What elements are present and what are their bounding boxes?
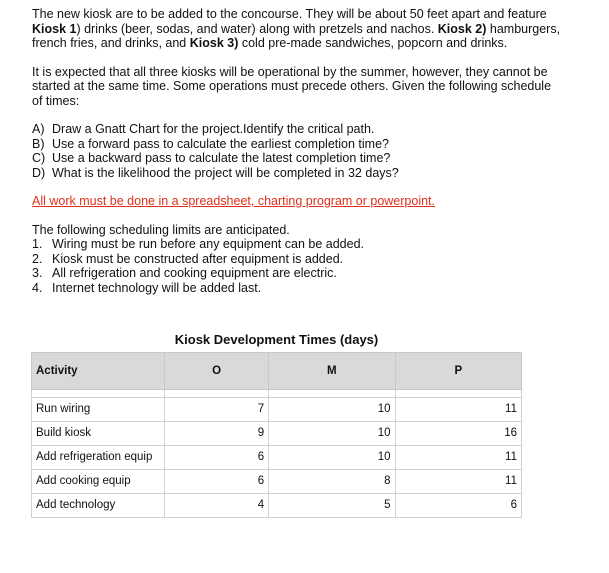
table-spacer xyxy=(32,390,522,398)
question-text: Draw a Gnatt Chart for the project.Identify the critical path. xyxy=(52,122,375,136)
cell-o: 6 xyxy=(165,470,269,494)
kiosk3-text: cold pre-made sandwiches, popcorn and drinks. xyxy=(238,36,508,50)
table-title xyxy=(0,333,609,348)
limit-number: 3. xyxy=(32,266,43,280)
limits-heading: The following scheduling limits are anticipated. xyxy=(32,222,290,237)
limits-list xyxy=(32,237,592,295)
cell-o: 4 xyxy=(165,494,269,518)
limit-item xyxy=(32,252,592,267)
header-most-likely: M xyxy=(269,353,395,390)
table-row xyxy=(32,470,522,494)
header-optimistic: O xyxy=(165,353,269,390)
cell-m: 10 xyxy=(269,446,395,470)
kiosk3-label: Kiosk 3) xyxy=(189,36,239,50)
question-text: Use a forward pass to calculate the earliest completion time? xyxy=(52,136,389,151)
cell-o: 7 xyxy=(165,398,269,422)
limit-item xyxy=(32,281,592,296)
cell-o: 9 xyxy=(165,422,269,446)
cell-activity: Add cooking equip xyxy=(32,470,165,494)
cell-m: 10 xyxy=(269,398,395,422)
question-item xyxy=(32,137,592,152)
cell-p: 11 xyxy=(395,470,521,494)
intro-paragraph xyxy=(32,7,592,51)
question-letter: B) xyxy=(32,136,45,151)
cell-m: 10 xyxy=(269,422,395,446)
schedule-line3: of times: xyxy=(32,93,80,108)
header-pessimistic: P xyxy=(395,353,521,390)
question-text: What is the likelihood the project will be completed in 32 days? xyxy=(52,165,399,180)
schedule-line2: started at the same time. Some operations must precede others. Given the following schedule xyxy=(32,79,552,93)
limit-item xyxy=(32,266,592,281)
limit-text: Kiosk must be constructed after equipment is added. xyxy=(52,251,344,266)
limit-number: 4. xyxy=(32,280,43,295)
cell-activity: Run wiring xyxy=(32,398,165,422)
question-letter: A) xyxy=(32,122,45,136)
limit-text: Wiring must be run before any equipment can be added. xyxy=(52,237,364,251)
cell-o: 6 xyxy=(165,446,269,470)
table-header-row xyxy=(32,353,522,390)
table-row xyxy=(32,422,522,446)
cell-m: 5 xyxy=(269,494,395,518)
limit-number: 1. xyxy=(32,237,43,251)
question-letter: D) xyxy=(32,165,46,180)
cell-p: 6 xyxy=(395,494,521,518)
question-item xyxy=(32,122,592,137)
question-list xyxy=(32,122,592,180)
limit-text: Internet technology will be added last. xyxy=(52,280,262,295)
schedule-line1: It is expected that all three kiosks will be operational by the summer, however, they cannot be xyxy=(32,64,548,79)
schedule-paragraph xyxy=(32,65,592,109)
development-times-table xyxy=(31,352,522,518)
question-item xyxy=(32,166,592,181)
table-row xyxy=(32,398,522,422)
table-title-text: Kiosk Development Times (days) xyxy=(174,332,379,347)
kiosk1-text: ) drinks (beer, sodas, and water) along with pretzels and nachos. xyxy=(76,21,438,36)
cell-activity: Add refrigeration equip xyxy=(32,446,165,470)
question-item xyxy=(32,151,592,166)
kiosk2-text: hamburgers, xyxy=(486,21,561,36)
limit-item xyxy=(32,237,592,252)
red-requirement-note: All work must be done in a spreadsheet, charting program or powerpoint. xyxy=(32,194,435,208)
kiosk1-label: Kiosk 1 xyxy=(32,21,77,36)
document-body xyxy=(32,7,592,295)
intro-line1: The new kiosk are to be added to the concourse. They will be about 50 feet apart and feature xyxy=(32,7,547,21)
kiosk2-label: Kiosk 2) xyxy=(437,21,487,36)
table-row xyxy=(32,446,522,470)
cell-activity: Build kiosk xyxy=(32,422,165,446)
table-row xyxy=(32,494,522,518)
question-text: Use a backward pass to calculate the latest completion time? xyxy=(52,151,391,165)
cell-p: 16 xyxy=(395,422,521,446)
limit-number: 2. xyxy=(32,251,43,266)
cell-activity: Add technology xyxy=(32,494,165,518)
cell-p: 11 xyxy=(395,446,521,470)
cell-m: 8 xyxy=(269,470,395,494)
intro-line3: french fries, and drinks, and xyxy=(32,36,190,50)
limit-text: All refrigeration and cooking equipment are electric. xyxy=(52,266,337,280)
question-letter: C) xyxy=(32,151,46,165)
header-activity: Activity xyxy=(32,353,165,390)
cell-p: 11 xyxy=(395,398,521,422)
